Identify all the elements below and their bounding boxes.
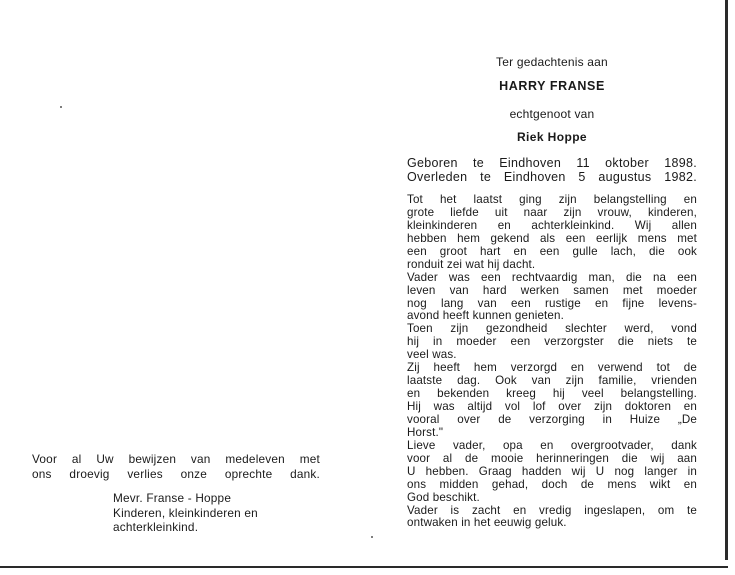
memorial-line: Vader was een rechtvaardig man, die na een (407, 271, 697, 284)
memorial-line: ronduit zei wat hij dacht. (407, 258, 536, 271)
memorial-line: ontwaken in het eeuwig geluk. (407, 517, 567, 530)
memorial-line: avond heeft kunnen genieten. (407, 310, 564, 323)
memorial-line: hebben hem gekend als een eerlijk mens met (407, 232, 697, 245)
memorial-line: God beschikt. (407, 491, 480, 504)
signature-line: Mevr. Franse - Hoppe (113, 491, 232, 505)
signature-line: achterkleinkind. (113, 520, 199, 534)
birth-date: Geboren te Eindhoven 11 oktober 1898. (407, 156, 697, 170)
thanks-text (32, 452, 320, 481)
signature-line: Kinderen, kleinkinderen en (113, 505, 258, 520)
memorial-line: Toen zijn gezondheid slechter werd, vond (407, 323, 697, 336)
death-date: Overleden te Eindhoven 5 augustus 1982. (407, 170, 697, 184)
intro-text: Ter gedachtenis aan (496, 55, 608, 69)
memorial-line: laatste dag. Ook van zijn familie, vrienden (407, 375, 697, 388)
memorial-line: U hebben. Graag hadden wij U nog langer in (407, 465, 697, 478)
memorial-line: voor al de mooie herinneringen die wij aan (407, 452, 697, 465)
memorial-text (407, 194, 697, 530)
memorial-line: Zij heeft hem verzorgd en verwend tot de (407, 362, 697, 375)
memorial-line: Hij was altijd vol lof over zijn doktoren en (407, 401, 697, 413)
memorial-line: hij in moeder een verzorgster die niets te (407, 336, 697, 349)
memorial-line: een groot hart en een gulle lach, die ook (407, 245, 697, 258)
memorial-line: nog lang van een rustige en fijne levens- (407, 297, 697, 310)
card-edge-right (725, 0, 728, 560)
memorial-line: Lieve vader, opa en overgrootvader, dank (407, 439, 697, 452)
memorial-line: Vader is zacht en vredig ingeslapen, om te (407, 504, 697, 517)
memorial-line: ons midden gehad, doch de mens wikt en (407, 478, 697, 491)
memorial-line: grote liefde uit naar zijn vrouw, kinderen, (407, 206, 697, 219)
thanks-line: Voor al Uw bewijzen van medeleven met (32, 452, 320, 466)
memorial-line: kleinkinderen en achterkleinkind. Wij allen (407, 219, 697, 232)
card-edge-bottom (0, 566, 728, 568)
life-dates (407, 156, 697, 184)
deceased-name: HARRY FRANSE (499, 79, 605, 93)
memorial-line: vooral over de verzorging in Huize „De (407, 413, 697, 426)
memorial-line: leven van hard werken samen met moeder (407, 284, 697, 297)
paper-speck (60, 106, 62, 108)
spouse-name: Riek Hoppe (516, 130, 587, 144)
family-signature (113, 491, 323, 535)
memorial-line: veel was. (407, 349, 457, 362)
paper-speck (371, 536, 373, 538)
thanks-line: ons droevig verlies onze oprechte dank. (32, 466, 320, 481)
relation-text: echtgenoot van (509, 107, 595, 121)
memorial-line: Horst." (407, 426, 444, 439)
memorial-line: Tot het laatst ging zijn belangstelling en (407, 194, 697, 206)
memorial-line: en bekenden kreeg hij veel belangstelling. (407, 388, 697, 401)
